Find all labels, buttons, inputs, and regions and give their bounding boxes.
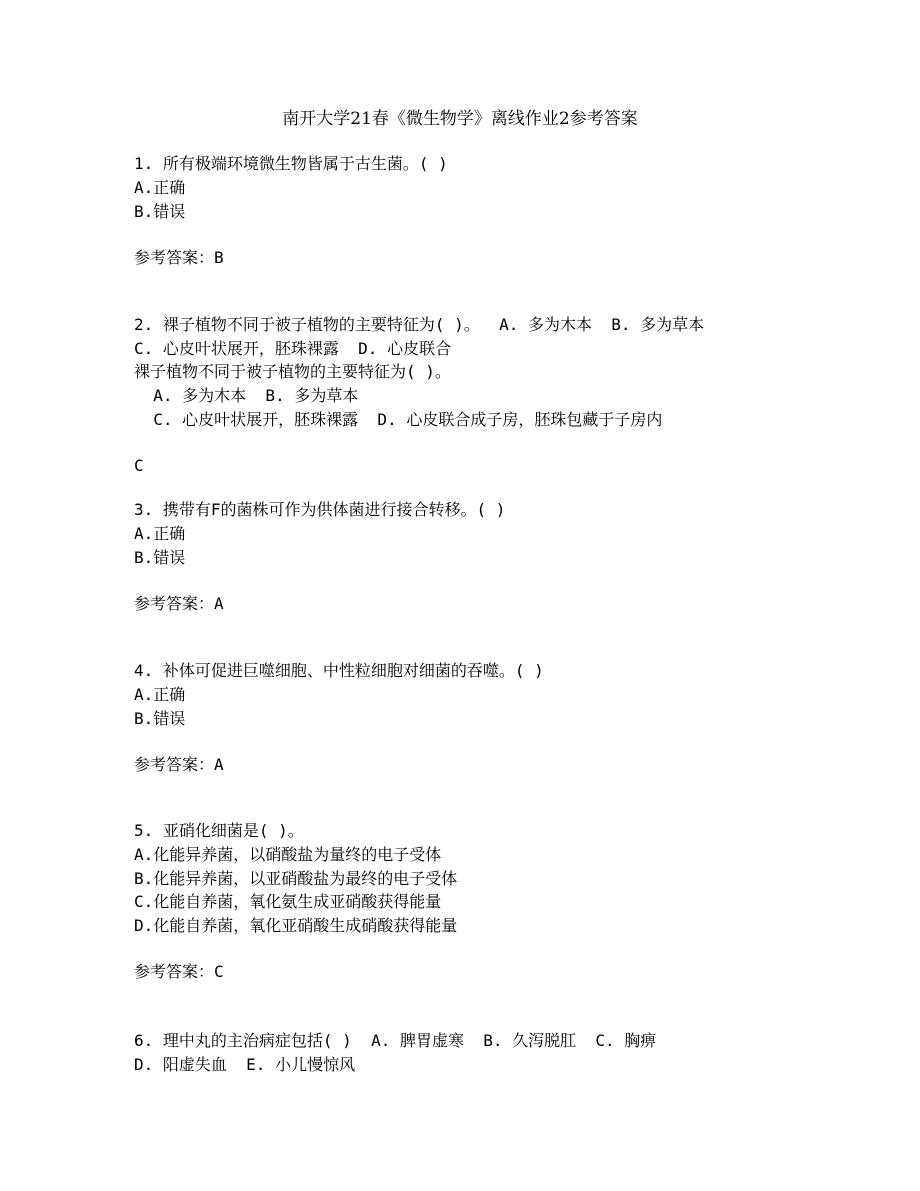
question-5-option-b: B.化能异养菌，以亚硝酸盐为最终的电子受体 xyxy=(134,869,458,888)
question-2-options-ab: A. 多为木本 B. 多为草本 xyxy=(134,386,359,405)
question-5-stem: 5. 亚硝化细菌是( )。 xyxy=(134,821,304,840)
question-3-option-a: A.正确 xyxy=(134,524,186,543)
question-3-option-b: B.错误 xyxy=(134,548,186,567)
question-3-stem: 3. 携带有F的菌株可作为供体菌进行接合转移。( ) xyxy=(134,500,506,519)
question-3-answer: 参考答案：A xyxy=(134,594,224,613)
question-5-option-c: C.化能自养菌，氧化氨生成亚硝酸获得能量 xyxy=(134,892,442,911)
question-4-answer: 参考答案：A xyxy=(134,755,224,774)
question-6-stem-continued: D. 阳虚失血 E. 小儿慢惊风 xyxy=(134,1055,356,1074)
question-2-options-cd: C. 心皮叶状展开，胚珠裸露 D. 心皮联合成子房，胚珠包藏于子房内 xyxy=(134,410,663,429)
question-4-option-b: B.错误 xyxy=(134,709,186,728)
question-5-option-d: D.化能自养菌，氧化亚硝酸生成硝酸获得能量 xyxy=(134,916,458,935)
document-title: 南开大学21春《微生物学》离线作业2参考答案 xyxy=(282,109,638,129)
question-2-restated-stem: 裸子植物不同于被子植物的主要特征为( )。 xyxy=(134,362,451,381)
question-4-option-a: A.正确 xyxy=(134,685,186,704)
question-4-stem: 4. 补体可促进巨噬细胞、中性粒细胞对细菌的吞噬。( ) xyxy=(134,661,544,680)
question-2-answer: C xyxy=(134,456,144,475)
question-1-stem: 1. 所有极端环境微生物皆属于古生菌。( ) xyxy=(134,154,448,173)
question-1-answer: 参考答案：B xyxy=(134,248,224,267)
question-2-stem: 2. 裸子植物不同于被子植物的主要特征为( )。 A. 多为木本 B. 多为草本 xyxy=(134,315,705,334)
question-1-option-a: A.正确 xyxy=(134,178,186,197)
question-1-option-b: B.错误 xyxy=(134,202,186,221)
question-2-stem-continued: C. 心皮叶状展开，胚珠裸露 D. 心皮联合 xyxy=(134,339,452,358)
question-6-stem: 6. 理中丸的主治病症包括( ) A. 脾胃虚寒 B. 久泻脱肛 C. 胸痹 xyxy=(134,1031,657,1050)
question-5-option-a: A.化能异养菌，以硝酸盐为量终的电子受体 xyxy=(134,845,442,864)
question-5-answer: 参考答案：C xyxy=(134,962,224,981)
